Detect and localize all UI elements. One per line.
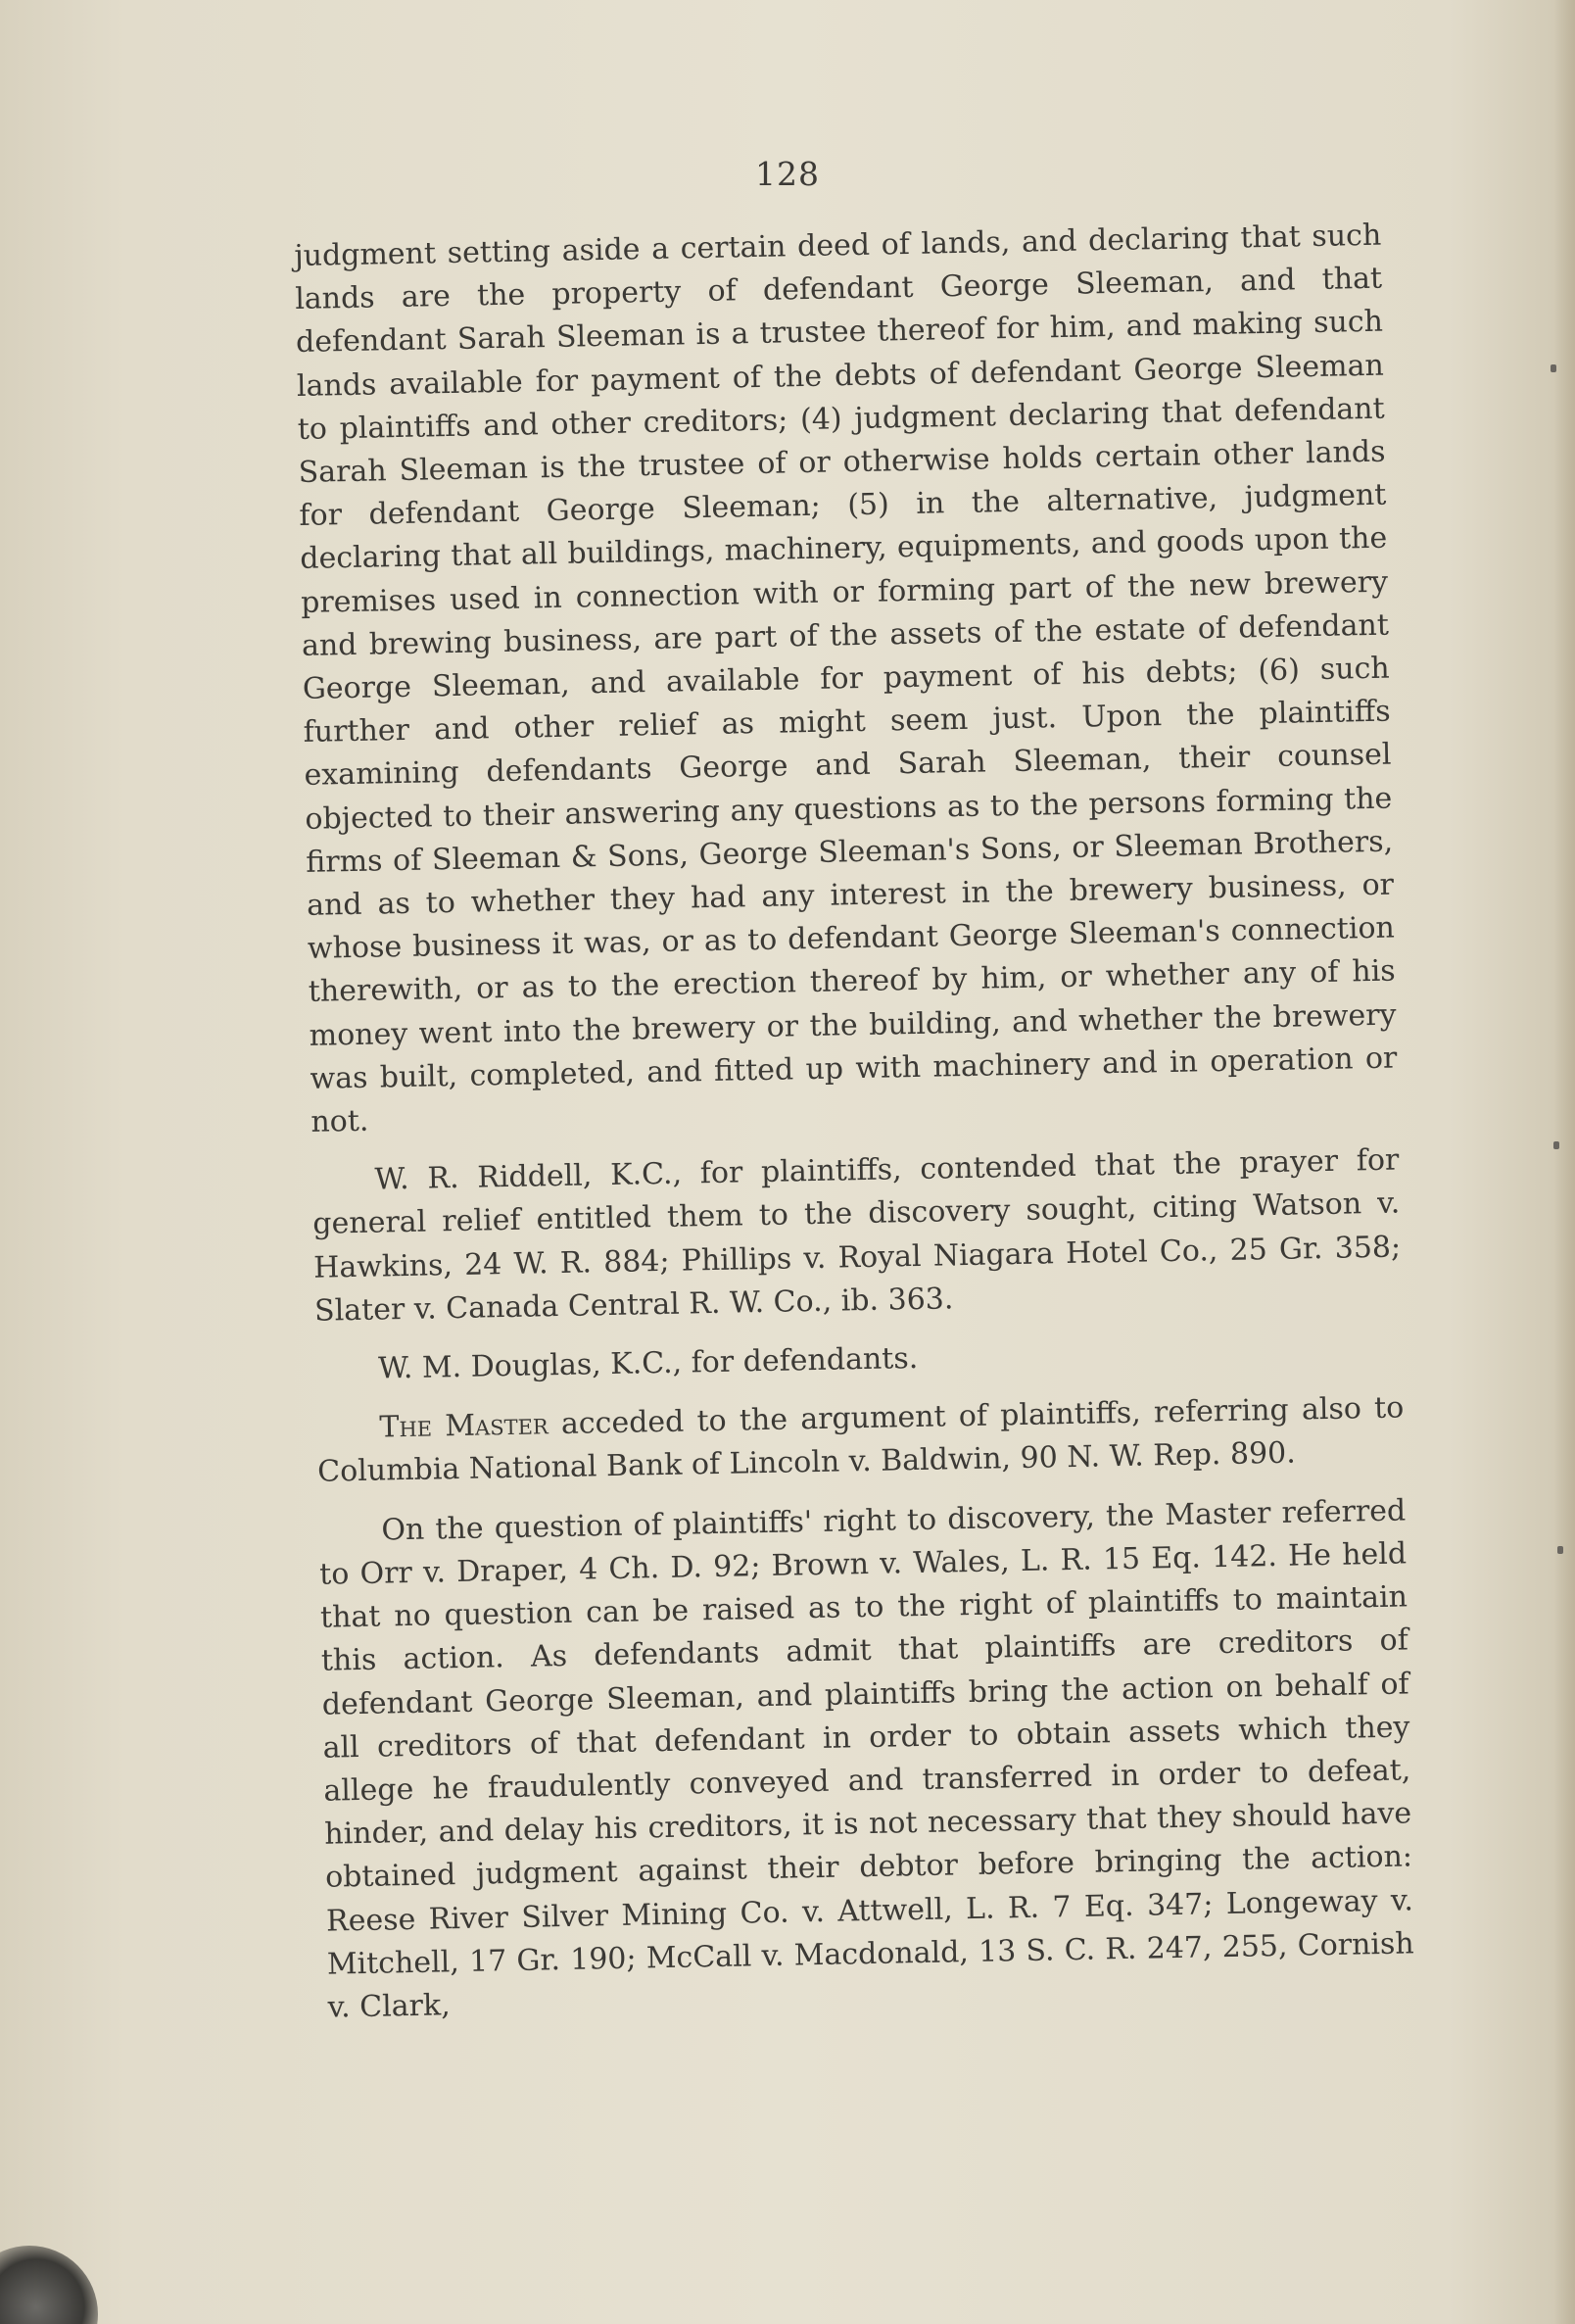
corner-thumb-shadow <box>0 2246 98 2324</box>
margin-speck <box>1557 1546 1563 1554</box>
body-text <box>294 215 1415 2046</box>
page-number: 128 <box>755 155 820 193</box>
paragraph-douglas-counsel: W. M. Douglas, K.C., for defendants. <box>377 1341 919 1386</box>
paragraph-riddell-argument: W. R. Riddell, K.C., for plaintiffs, contended that the prayer for general relief entitled them to the discovery sought, citing Watson v. Hawkins, 24 W. R. 884; Phillips v. Royal Niagara Hotel Co., 25 Gr. 358; Slater v. Canada Central R. W. Co., ib. 363. <box>312 1142 1402 1329</box>
master-ruling-text: acceded to the argument of plaintiffs, referring also to Columbia National Bank of Lincoln v. Baldwin, 90 N. W. Rep. 890. <box>316 1390 1405 1490</box>
paragraph-judgment-continuation: judgment setting aside a certain deed of lands, and declaring that such lands are the property of defendant George Sleeman, and that defendant Sarah Sleeman is a trustee thereof for him, and making such lands available for payment of the debts of defendant George Sleeman to plaintiffs and other creditors; (4) judgment declaring that defendant Sarah Sleeman is the trustee of or otherwise holds certain other lands for defendant George Sleeman; (5) in the alternative, judgment declaring that all buildings, machinery, equipments, and goods upon the premises used in connection with or forming part of the new brewery and brewing business, are part of the assets of the estate of defendant George Sleeman, and available for payment of his debts; (6) such further and other relief as might seem just. Upon the plaintiffs examining defendants George and Sarah Sleeman, their counsel objected to their answering any questions as to the persons forming the firms of Sleeman & Sons, George Sleeman's Sons, or Sleeman Brothers, and as to whether they had any interest in the brewery business, or whose business it was, or as to defendant George Sleeman's connection therewith, or as to the erection thereof by him, or whether any of his money went into the brewery or the building, and whether the brewery was built, completed, and fitted up with machinery and in operation or not. <box>294 218 1398 1139</box>
page-edge-shadow <box>1553 0 1575 2324</box>
paragraph-discovery-question: On the question of plaintiffs' right to discovery, the Master referred to Orr v. Draper, 4 Ch. D. 92; Brown v. Wales, L. R. 15 Eq. 142. He held that no question can be raised as to the right of plaintiffs to maintain this action. As defendants admit that plaintiffs are creditors of defendant George Sleeman, and plaintiffs bring the action on behalf of all creditors of that defendant in order to obtain assets which they allege he fraudulently conveyed and transferred in order to defeat, hinder, and delay his creditors, it is not necessary that they should have obtained judgment against their debtor before bringing the action: Reese River Silver Mining Co. v. Attwell, L. R. 7 Eq. 347; Longeway v. Mitchell, 17 Gr. 190; McCall v. Macdonald, 13 S. C. R. 247, 255, Cornish v. Clark, <box>318 1493 1415 2025</box>
paragraph-master-ruling <box>316 1387 1405 1495</box>
margin-speck <box>1553 1141 1559 1149</box>
master-lead: The Master <box>379 1407 549 1445</box>
margin-speck <box>1551 364 1556 372</box>
